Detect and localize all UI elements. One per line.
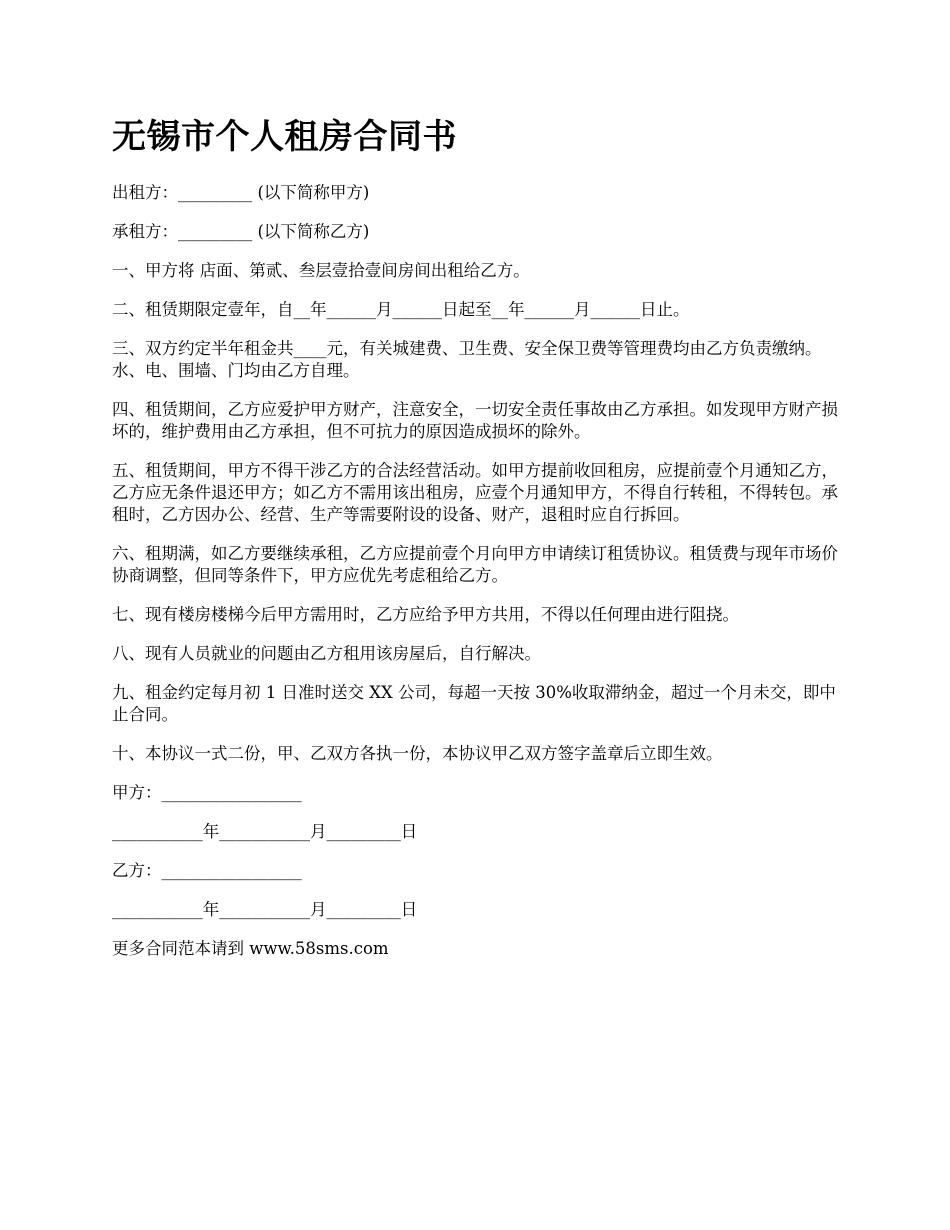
clause-4: 四、租赁期间，乙方应爱护甲方财产，注意安全，一切安全责任事故由乙方承担。如发现甲方财产损坏的，维护费用由乙方承担，但不可抗力的原因造成损坏的除外。 bbox=[112, 400, 838, 441]
document-title: 无锡市个人租房合同书 bbox=[112, 117, 457, 157]
clause-6: 六、租期满，如乙方要继续承租，乙方应提前壹个月向甲方申请续订租赁协议。租赁费与现年市场价协商调整，但同等条件下，甲方应优先考虑租给乙方。 bbox=[112, 544, 838, 585]
party-b-signature: 乙方：_________________ bbox=[112, 861, 302, 880]
clause-9: 九、租金约定每月初 1 日准时送交 XX 公司，每超一天按 30%收取滞纳金，超过一个月未交，即中止合同。 bbox=[112, 683, 836, 724]
contract-document bbox=[112, 112, 840, 977]
clause-8: 八、现有人员就业的问题由乙方租用该房屋后，自行解决。 bbox=[112, 644, 541, 663]
lessor-line: 出租方：_________ (以下简称甲方) bbox=[112, 183, 370, 202]
clause-7: 七、现有楼房楼梯今后甲方需用时，乙方应给予甲方共用，不得以任何理由进行阻挠。 bbox=[112, 605, 739, 624]
clause-5: 五、租赁期间，甲方不得干涉乙方的合法经营活动。如甲方提前收回租房，应提前壹个月通知乙方，乙方应无条件退还甲方；如乙方不需用该出租房，应壹个月通知甲方，不得自行转租，不得转包。承租时，乙方因办公、经营、生产等需要附设的设备、财产，退租时应自行拆回。 bbox=[112, 461, 838, 524]
clause-3: 三、双方约定半年租金共____元，有关城建费、卫生费、安全保卫费等管理费均由乙方负责缴纳。水、电、围墙、门均由乙方自理。 bbox=[112, 339, 822, 380]
clause-10: 十、本协议一式二份，甲、乙双方各执一份，本协议甲乙双方签字盖章后立即生效。 bbox=[112, 744, 723, 763]
clause-2: 二、租赁期限定壹年，自__年______月______日起至__年______月______日止。 bbox=[112, 300, 690, 319]
party-a-signature: 甲方：_________________ bbox=[112, 783, 302, 802]
party-a-date: ___________年___________月_________日 bbox=[112, 822, 418, 841]
party-b-date: ___________年___________月_________日 bbox=[112, 900, 418, 919]
lessee-line: 承租方：_________ (以下简称乙方) bbox=[112, 222, 370, 241]
clause-1: 一、甲方将 店面、第贰、叁层壹拾壹间房间出租给乙方。 bbox=[112, 261, 530, 280]
footer-note: 更多合同范本请到 www.58sms.com bbox=[112, 939, 389, 958]
